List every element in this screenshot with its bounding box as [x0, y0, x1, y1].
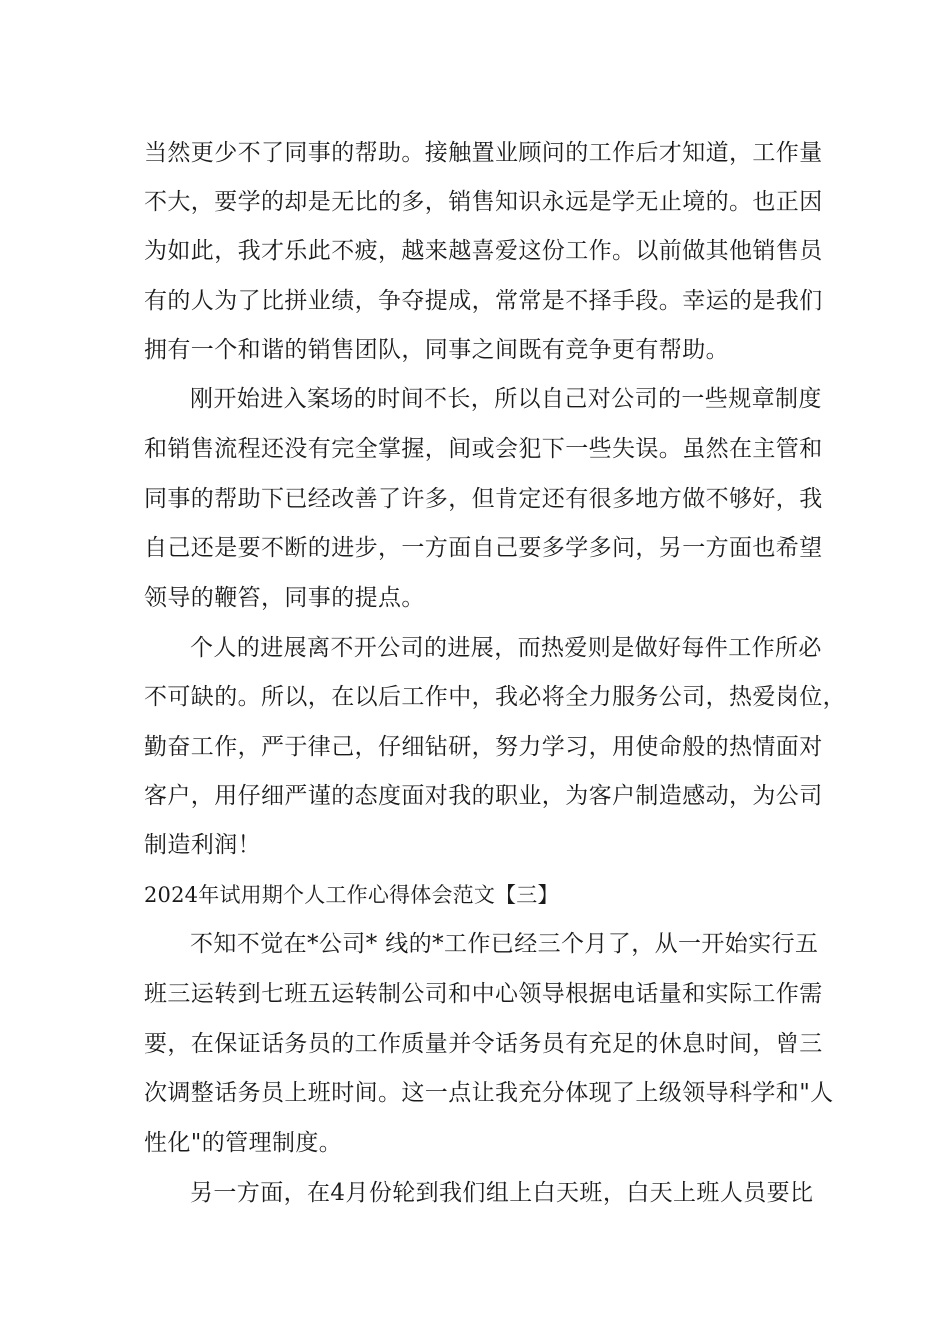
- paragraph-4-line-3: 要，在保证话务员的工作质量并令话务员有充足的休息时间，曾三: [144, 1031, 823, 1057]
- paragraph-2-line-1: 刚开始进入案场的时间不长，所以自己对公司的一些规章制度: [190, 386, 822, 412]
- paragraph-4-line-4: 次调整话务员上班时间。这一点让我充分体现了上级领导科学和"人: [144, 1080, 834, 1106]
- paragraph-3-line-2: 不可缺的。所以，在以后工作中，我必将全力服务公司，热爱岗位，: [144, 684, 846, 710]
- paragraph-3-line-3: 勤奋工作，严于律己，仔细钻研，努力学习，用使命般的热情面对: [144, 734, 823, 760]
- section-heading: 2024年试用期个人工作心得体会范文【三】: [144, 883, 559, 907]
- paragraph-4-line-1: 不知不觉在*公司* 线的*工作已经三个月了，从一开始实行五: [190, 931, 819, 957]
- paragraph-4-line-5: 性化"的管理制度。: [144, 1130, 343, 1156]
- paragraph-2-line-2: 和销售流程还没有完全掌握，间或会犯下一些失误。虽然在主管和: [144, 436, 823, 462]
- paragraph-1-line-5: 拥有一个和谐的销售团队，同事之间既有竞争更有帮助。: [144, 337, 729, 363]
- paragraph-1-line-4: 有的人为了比拼业绩，争夺提成，常常是不择手段。幸运的是我们: [144, 288, 823, 314]
- paragraph-2-line-3: 同事的帮助下已经改善了许多，但肯定还有很多地方做不够好，我: [144, 486, 823, 512]
- paragraph-1-line-2: 不大，要学的却是无比的多，销售知识永远是学无止境的。也正因: [144, 189, 823, 215]
- paragraph-1-line-1: 当然更少不了同事的帮助。接触置业顾问的工作后才知道，工作量: [144, 140, 823, 166]
- paragraph-3-line-5: 制造利润！: [144, 832, 261, 858]
- paragraph-1-line-3: 为如此，我才乐此不疲，越来越喜爱这份工作。以前做其他销售员: [144, 238, 823, 264]
- paragraph-5-line-1: 另一方面，在4月份轮到我们组上白天班，白天上班人员要比: [190, 1180, 814, 1206]
- paragraph-2-line-5: 领导的鞭笞，同事的提点。: [144, 585, 425, 611]
- paragraph-2-line-4: 自己还是要不断的进步，一方面自己要多学多问，另一方面也希望: [144, 535, 823, 561]
- paragraph-3-line-4: 客户，用仔细严谨的态度面对我的职业，为客户制造感动，为公司: [144, 783, 823, 809]
- paragraph-3-line-1: 个人的进展离不开公司的进展，而热爱则是做好每件工作所必: [190, 635, 822, 661]
- paragraph-4-line-2: 班三运转到七班五运转制公司和中心领导根据电话量和实际工作需: [144, 981, 823, 1007]
